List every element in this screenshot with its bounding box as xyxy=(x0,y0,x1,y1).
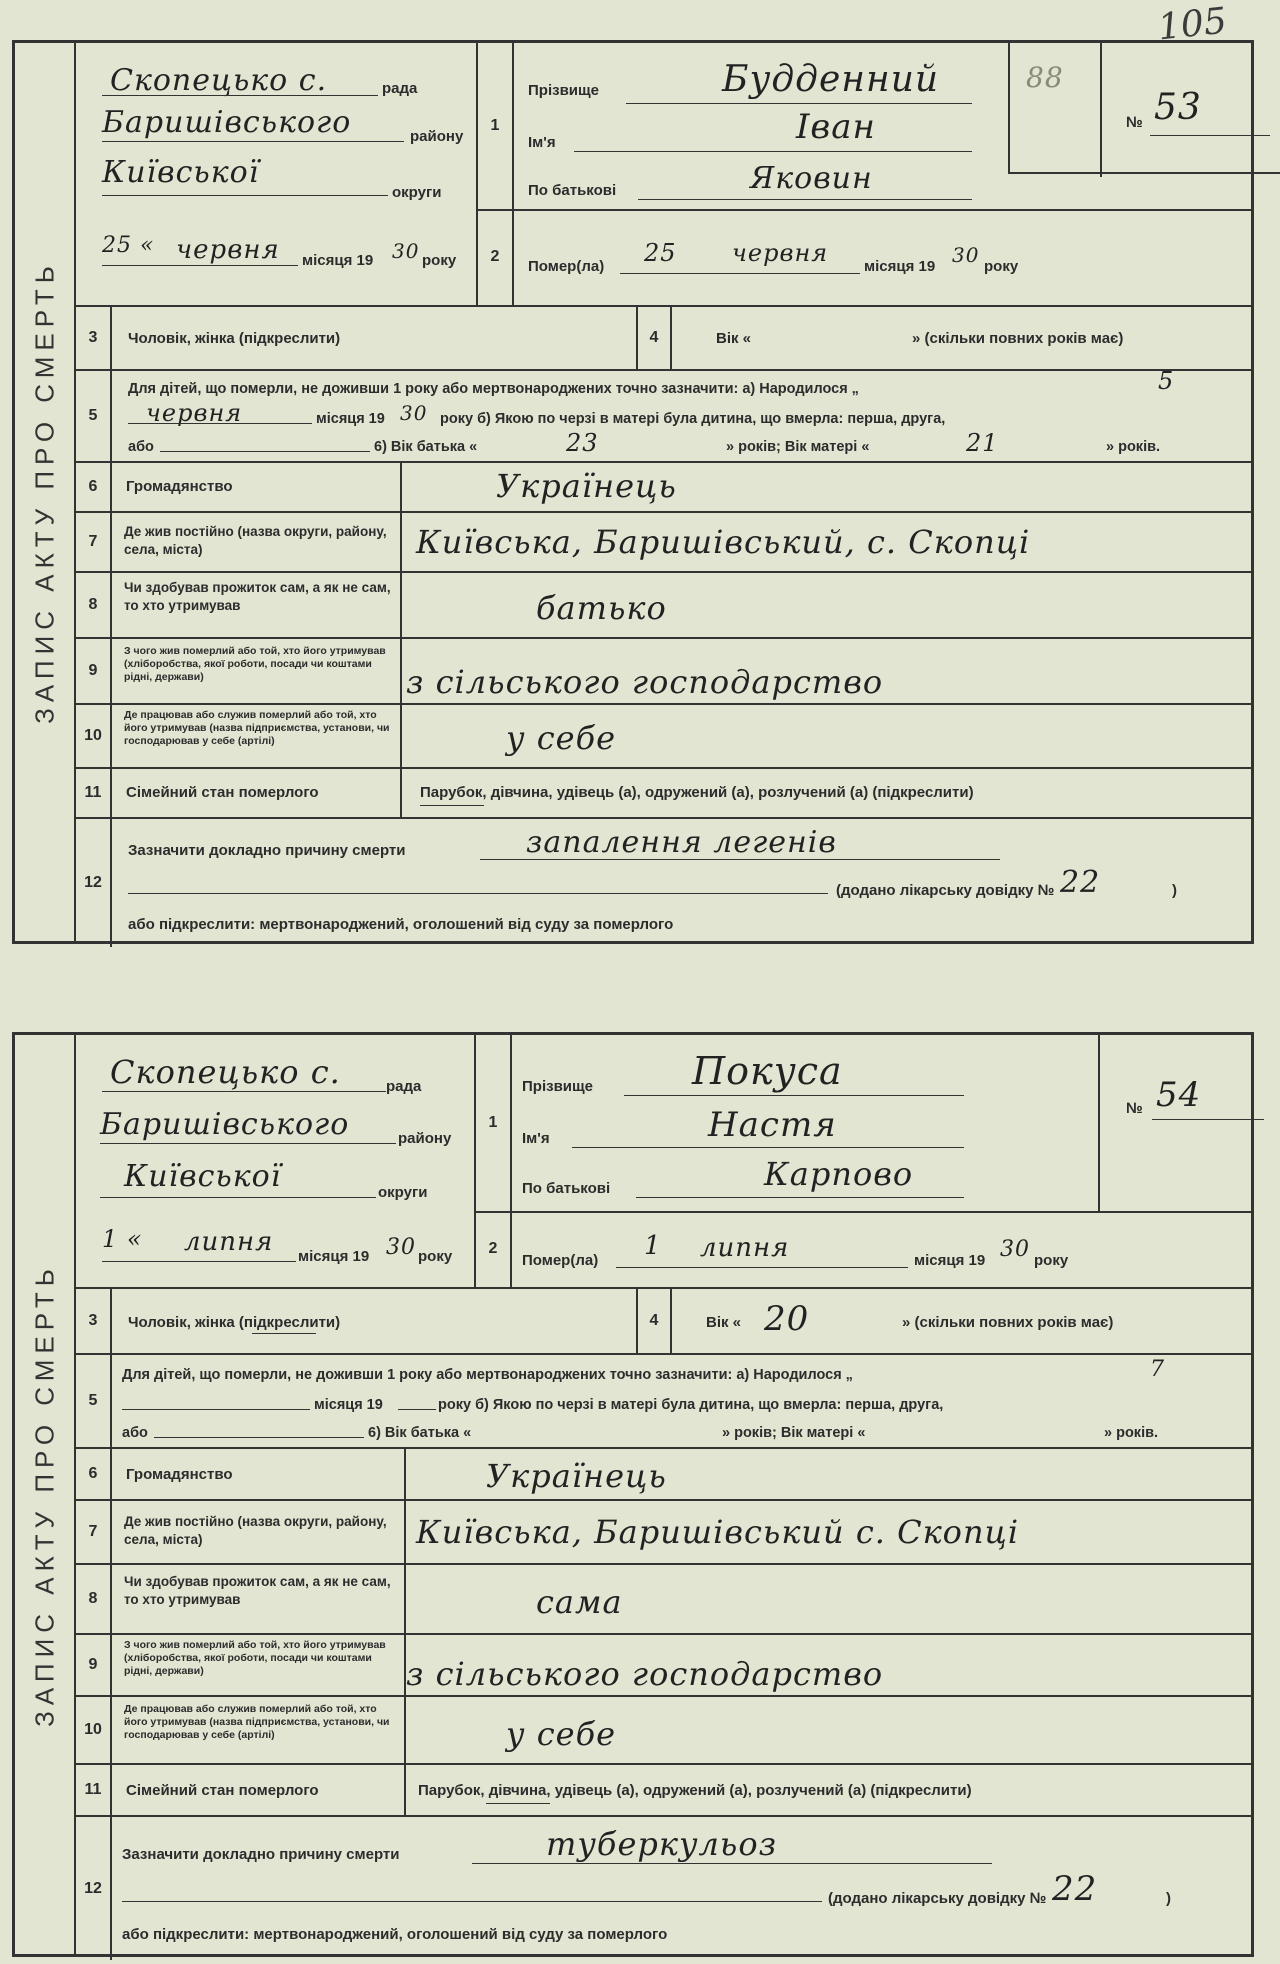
livelihood-value: сама xyxy=(536,1583,623,1621)
row-num-3: 3 xyxy=(76,1289,112,1353)
row-num-5: 5 xyxy=(76,371,112,461)
row-marital xyxy=(76,1765,1251,1817)
income-label: З чого жив померлий або той, хто його утримував (хліборобства, якої роботи, посади чи коштами рідні, держави) xyxy=(124,1639,386,1677)
stillborn-label: або підкреслити: мертвонароджений, оголошений від суду за померлого xyxy=(128,916,674,933)
row-num-4: 4 xyxy=(636,307,672,369)
archive-page-number: 105 xyxy=(1156,0,1229,49)
child-line-3c: » років; Вік матері « xyxy=(722,1425,866,1441)
child-line-3c: » років; Вік матері « xyxy=(726,439,870,455)
row-num-9: 9 xyxy=(76,639,112,703)
child-line-3d: » років. xyxy=(1106,439,1161,455)
place-date-cell xyxy=(76,43,478,305)
residence-label: Де жив постійно (назва округи, району, села, міста) xyxy=(124,1514,387,1547)
surname-label: Прізвище xyxy=(528,82,600,99)
row-num-7: 7 xyxy=(76,1501,112,1563)
row-workplace xyxy=(76,1697,1251,1765)
age-suffix: » (скільки повних років має) xyxy=(902,1314,1114,1331)
citizenship-value: Українець xyxy=(496,467,677,505)
mother-age: 21 xyxy=(966,429,999,457)
citizenship-value: Українець xyxy=(486,1457,667,1495)
cause-label: Зазначити докладно причину смерти xyxy=(122,1846,400,1863)
row-marital xyxy=(76,769,1251,819)
child-line-1: Для дітей, що померли, не доживши 1 року або мертвонароджених точно зазначити: а) Народилося „ xyxy=(122,1367,853,1383)
rayonu-label: району xyxy=(410,128,464,145)
first-name-value: Іван xyxy=(796,107,876,147)
doctor-cert-label: (додано лікарську довідку № xyxy=(828,1890,1047,1907)
reg-day: 25 « xyxy=(102,233,155,258)
row-num-1: 1 xyxy=(478,43,512,211)
child-month-label: місяця 19 xyxy=(314,1397,383,1413)
died-year-label: року xyxy=(984,258,1019,275)
reg-year: 30 xyxy=(386,1235,416,1260)
child-line-3b: 6) Вік батька « xyxy=(374,439,478,455)
child-line-3a: або xyxy=(128,439,154,455)
row-residence xyxy=(76,513,1251,573)
workplace-label: Де працював або служив померлий або той, хто його утримував (назва підприємства, установи, чи господарював у себе (артілі) xyxy=(124,1703,390,1741)
roku-label: року xyxy=(418,1248,453,1265)
died-label: Помер(ла) xyxy=(522,1252,599,1269)
row-number-cell xyxy=(478,43,514,305)
number-frame xyxy=(1008,40,1280,174)
child-month-label: місяця 19 xyxy=(316,411,385,427)
marital-options: Парубок, дівчина, удівець (а), одружений (а), розлучений (а) (підкреслити) xyxy=(418,1782,972,1799)
rayonu-label: району xyxy=(398,1130,452,1147)
row-num-12: 12 xyxy=(76,819,112,947)
row-num-6: 6 xyxy=(76,1449,112,1499)
death-month: червня xyxy=(732,239,829,267)
surname-label: Прізвище xyxy=(522,1078,594,1095)
row-num-11: 11 xyxy=(76,769,112,817)
row-income xyxy=(76,639,1251,705)
row-child-info xyxy=(76,367,1251,463)
row-num-2: 2 xyxy=(488,1240,498,1257)
record-grid xyxy=(76,40,1254,944)
surname-value: Покуса xyxy=(692,1049,843,1093)
income-value: з сільського господарство xyxy=(406,1655,884,1693)
row-num-8: 8 xyxy=(76,1565,112,1633)
child-born-day: 7 xyxy=(1150,1357,1165,1382)
surname-value: Будденний xyxy=(722,59,940,100)
row-citizenship xyxy=(76,1449,1251,1501)
row-num-10: 10 xyxy=(76,1697,112,1763)
marital-underline xyxy=(420,805,484,806)
village-value: Скопецько с. xyxy=(110,63,328,98)
first-name-label: Ім'я xyxy=(528,134,556,151)
father-age: 23 xyxy=(566,429,599,457)
livelihood-label: Чи здобував прожиток сам, а як не сам, то хто утримував xyxy=(124,580,391,613)
residence-value: Київська, Баришівський с. Скопці xyxy=(416,1513,1020,1551)
reg-month: липня xyxy=(184,1227,274,1257)
marital-label: Сімейний стан померлого xyxy=(126,1782,319,1799)
village-value: Скопецько с. xyxy=(110,1053,341,1091)
row-num-11: 11 xyxy=(76,1765,112,1815)
number-label: № xyxy=(1126,114,1143,131)
place-date-cell xyxy=(76,1035,476,1287)
row-num-9: 9 xyxy=(76,1635,112,1695)
died-month-label: місяця 19 xyxy=(914,1252,986,1269)
month-label: місяця 19 xyxy=(302,252,374,269)
patronymic-label: По батькові xyxy=(528,182,617,199)
child-line-1: Для дітей, що померли, не доживши 1 року або мертвонароджених точно зазначити: а) Народилося „ xyxy=(128,381,859,397)
child-born-month: червня xyxy=(146,399,243,427)
citizenship-label: Громадянство xyxy=(126,478,233,495)
marital-underline xyxy=(486,1803,550,1804)
row-livelihood xyxy=(76,1565,1251,1635)
reg-month: червня xyxy=(176,235,280,265)
citizenship-label: Громадянство xyxy=(126,1466,233,1483)
cause-label: Зазначити докладно причину смерти xyxy=(128,842,406,859)
row-child-info xyxy=(76,1355,1251,1449)
row-num-10: 10 xyxy=(76,705,112,767)
header-block xyxy=(76,43,1251,307)
record-number: 53 xyxy=(1154,87,1202,128)
number-label: № xyxy=(1126,1100,1143,1117)
row-cause: 12 Зазначити докладно причину смерти запалення легенів (додано лікарську довідку № 22 ) або підкреслити: мертвонароджений, оголошений від суду за померлого xyxy=(76,819,1251,947)
okruhy-label: округи xyxy=(392,184,442,201)
child-born-day: 5 xyxy=(1158,367,1175,395)
child-line-2: року б) Якою по черзі в матері була дитина, що вмерла: перша, друга, xyxy=(438,1397,944,1413)
gender-label: Чоловік, жінка (підкреслити) xyxy=(128,1314,341,1331)
marital-options: Парубок, дівчина, удівець (а), одружений (а), розлучений (а) (підкреслити) xyxy=(420,784,974,801)
row-num-3: 3 xyxy=(76,307,112,369)
age-label: Вік « xyxy=(716,330,752,347)
residence-label: Де жив постійно (назва округи, району, села, міста) xyxy=(124,524,387,557)
child-line-3a: або xyxy=(122,1425,148,1441)
side-title xyxy=(12,40,76,944)
row-num-7: 7 xyxy=(76,513,112,571)
district-value: Баришівського xyxy=(102,105,352,140)
died-label: Помер(ла) xyxy=(528,258,605,275)
record-grid xyxy=(76,1032,1254,1957)
district-value: Баришівського xyxy=(100,1107,350,1142)
marital-label: Сімейний стан померлого xyxy=(126,784,319,801)
patronymic-value: Яковин xyxy=(750,161,873,196)
child-born-year: 30 xyxy=(400,401,428,425)
death-record-54 xyxy=(12,1032,1254,1957)
row-livelihood xyxy=(76,573,1251,639)
rada-label: рада xyxy=(382,80,418,97)
side-title-text: ЗАПИС АКТУ ПРО СМЕРТЬ xyxy=(29,1262,59,1727)
cert-number: 22 xyxy=(1060,865,1101,900)
death-year: 30 xyxy=(1000,1237,1030,1262)
death-day: 1 xyxy=(644,1231,662,1261)
livelihood-label: Чи здобував прожиток сам, а як не сам, то хто утримував xyxy=(124,1574,391,1607)
workplace-label: Де працював або служив померлий або той, хто його утримував (назва підприємства, установи, чи господарював у себе (артілі) xyxy=(124,709,390,747)
row-residence xyxy=(76,1501,1251,1565)
income-value: з сільського господарство xyxy=(406,663,884,701)
died-month-label: місяця 19 xyxy=(864,258,936,275)
stillborn-label: або підкреслити: мертвонароджений, оголошений від суду за померлого xyxy=(122,1926,668,1943)
gender-underline xyxy=(252,1333,316,1334)
first-name-value: Настя xyxy=(708,1105,837,1145)
first-name-label: Ім'я xyxy=(522,1130,550,1147)
okruhy-label: округи xyxy=(378,1184,428,1201)
cause-value: туберкульоз xyxy=(546,1825,778,1863)
cert-number: 22 xyxy=(1052,1869,1098,1909)
gender-label: Чоловік, жінка (підкреслити) xyxy=(128,330,341,347)
header-block xyxy=(76,1035,1251,1289)
row-num-12: 12 xyxy=(76,1817,112,1960)
row-num-8: 8 xyxy=(76,573,112,637)
rada-label: рада xyxy=(386,1078,422,1095)
age-label: Вік « xyxy=(706,1314,742,1331)
side-title-text: ЗАПИС АКТУ ПРО СМЕРТЬ xyxy=(29,260,59,724)
row-number-cell xyxy=(476,1035,512,1287)
row-num-5: 5 xyxy=(76,1355,112,1447)
death-day: 25 xyxy=(644,239,677,267)
livelihood-value: батько xyxy=(536,589,667,627)
death-month: липня xyxy=(700,1233,790,1263)
record-number: 54 xyxy=(1156,1075,1202,1115)
month-label: місяця 19 xyxy=(298,1248,370,1265)
row-num-4: 4 xyxy=(636,1289,672,1353)
doctor-cert-label: (додано лікарську довідку № xyxy=(836,882,1055,899)
death-record-53 xyxy=(12,40,1254,944)
died-year-label: року xyxy=(1034,1252,1069,1269)
row-gender-age xyxy=(76,307,1251,371)
region-value: Київської xyxy=(124,1159,282,1194)
patronymic-label: По батькові xyxy=(522,1180,611,1197)
income-label: З чого жив померлий або той, хто його утримував (хліборобства, якої роботи, посади чи коштами рідні, держави) xyxy=(124,645,386,683)
row-num-2: 2 xyxy=(490,248,500,265)
person-cell xyxy=(512,1035,1251,1287)
row-workplace xyxy=(76,705,1251,769)
row-income xyxy=(76,1635,1251,1697)
child-line-2: року б) Якою по черзі в матері була дитина, що вмерла: перша, друга, xyxy=(440,411,946,427)
child-line-3b: 6) Вік батька « xyxy=(368,1425,472,1441)
region-value: Київської xyxy=(102,155,260,190)
row-num-6: 6 xyxy=(76,463,112,511)
residence-value: Київська, Баришівський, с. Скопці xyxy=(416,523,1031,561)
surname-note: 88 xyxy=(1026,61,1064,94)
roku-label: року xyxy=(422,252,457,269)
row-citizenship xyxy=(76,463,1251,513)
row-cause: 12 Зазначити докладно причину смерти туберкульоз (додано лікарську довідку № 22 ) або підкреслити: мертвонароджений, оголошений від суду за померлого xyxy=(76,1817,1251,1960)
death-year: 30 xyxy=(952,243,980,267)
cause-value: запалення легенів xyxy=(526,825,837,860)
reg-year: 30 xyxy=(392,239,420,263)
workplace-value: у себе xyxy=(506,719,617,757)
workplace-value: у себе xyxy=(506,1715,617,1753)
child-line-3d: » років. xyxy=(1104,1425,1159,1441)
reg-day: 1 « xyxy=(102,1225,143,1253)
patronymic-value: Карпово xyxy=(764,1155,914,1193)
row-num-1: 1 xyxy=(476,1035,510,1213)
side-title xyxy=(12,1032,76,1957)
age-value: 20 xyxy=(764,1299,810,1339)
row-gender-age xyxy=(76,1289,1251,1355)
person-cell xyxy=(514,43,1251,305)
age-suffix: » (скільки повних років має) xyxy=(912,330,1124,347)
